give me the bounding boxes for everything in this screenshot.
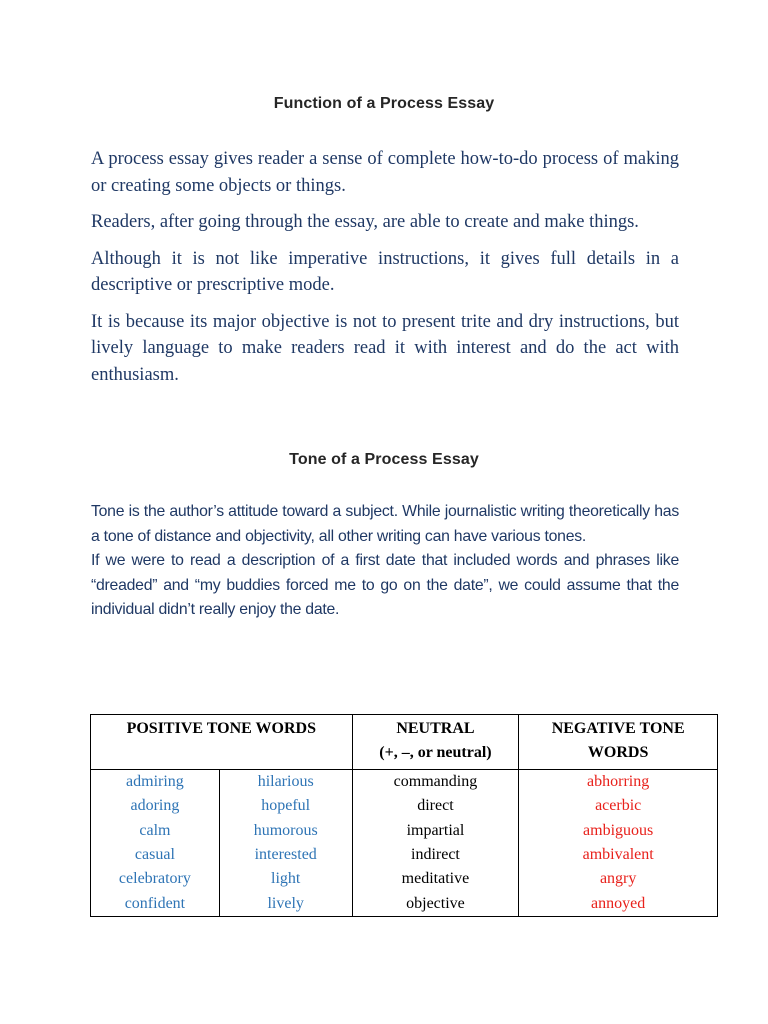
negative-word: abhorring (519, 770, 718, 795)
paragraph: A process essay gives reader a sense of complete how-to-do process of making or creating some objects or things. (91, 149, 679, 196)
section-heading-tone: Tone of a Process Essay (289, 451, 479, 468)
header-neutral (352, 715, 519, 770)
table-row (91, 867, 718, 891)
paragraph: It is because its major objective is not to present trite and dry instructions, but lively language to make readers read it with interest and do the act with enthusiasm. (91, 311, 679, 385)
neutral-word: direct (352, 794, 519, 818)
positive-word: adoring (91, 794, 220, 818)
paragraph: Readers, after going through the essay, are able to create and make things. (91, 212, 639, 232)
table-row (91, 819, 718, 843)
header-neutral-title: NEUTRAL (396, 720, 475, 737)
neutral-word: impartial (352, 819, 519, 843)
header-neutral-subtitle: (+, –, or neutral) (379, 744, 492, 761)
tone-body (91, 500, 679, 623)
positive-word: hopeful (219, 794, 352, 818)
table-row (91, 794, 718, 818)
negative-word: annoyed (519, 891, 718, 916)
neutral-word: meditative (352, 867, 519, 891)
positive-word: lively (219, 891, 352, 916)
table-row (91, 843, 718, 867)
negative-word: ambiguous (519, 819, 718, 843)
function-body (91, 146, 679, 398)
header-positive: POSITIVE TONE WORDS (91, 715, 353, 770)
positive-word: admiring (91, 770, 220, 795)
negative-word: angry (519, 867, 718, 891)
paragraph: If we were to read a description of a first date that included words and phrases like “dreaded” and “my buddies forced me to go on the date”, we could assume that the individual didn’t really enjoy the date. (91, 552, 679, 618)
tone-words-table (90, 714, 718, 917)
positive-word: light (219, 867, 352, 891)
neutral-word: commanding (352, 770, 519, 795)
table-row (91, 770, 718, 795)
positive-word: interested (219, 843, 352, 867)
header-negative: NEGATIVE TONE WORDS (519, 715, 718, 770)
section-heading-function: Function of a Process Essay (273, 95, 495, 112)
positive-word: calm (91, 819, 220, 843)
positive-word: hilarious (219, 770, 352, 795)
neutral-word: indirect (352, 843, 519, 867)
positive-word: confident (91, 891, 220, 916)
neutral-word: objective (352, 891, 519, 916)
positive-word: casual (91, 843, 220, 867)
positive-word: humorous (219, 819, 352, 843)
negative-word: acerbic (519, 794, 718, 818)
positive-word: celebratory (91, 867, 220, 891)
table-row (91, 891, 718, 916)
negative-word: ambivalent (519, 843, 718, 867)
paragraph: Although it is not like imperative instructions, it gives full details in a descriptive or prescriptive mode. (91, 248, 679, 295)
paragraph: Tone is the author’s attitude toward a subject. While journalistic writing theoretically has a tone of distance and objectivity, all other writing can have various tones. (91, 503, 679, 545)
